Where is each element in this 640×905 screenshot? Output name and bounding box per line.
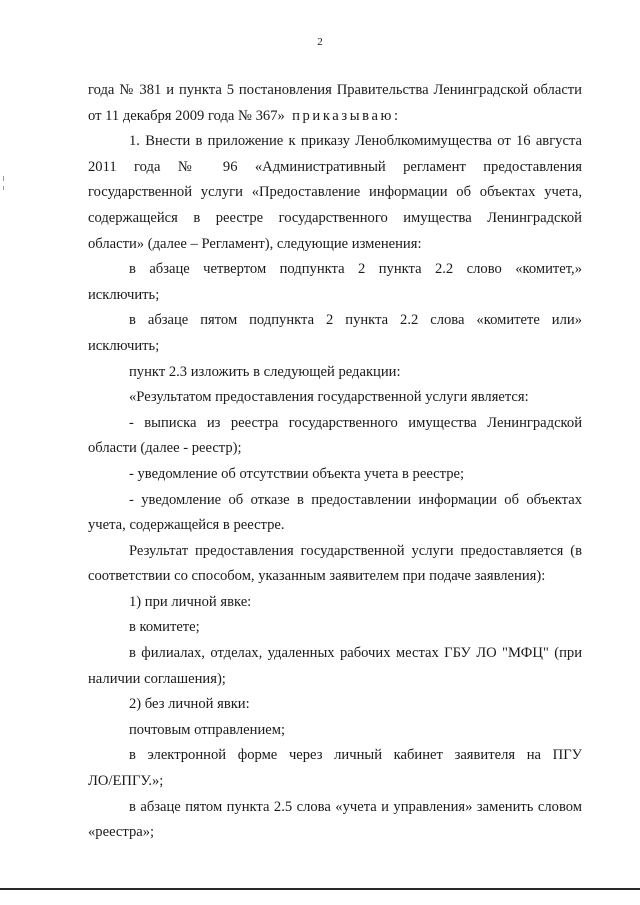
scan-artifact — [3, 176, 4, 181]
text-line: 2) без личной явки: — [129, 696, 250, 713]
text-line: - уведомление об отсутствии объекта учета в реестре; — [129, 465, 465, 482]
document-body — [88, 78, 582, 846]
text-line: в электронной форме через личный кабинет заявителя на ПГУ — [129, 747, 582, 764]
text-line: «Результатом предоставления государственной услуги является: — [129, 389, 529, 406]
text-line: области» (далее – Регламент), следующие изменения: — [88, 235, 422, 252]
text-line: учета, содержащейся в реестре. — [88, 517, 285, 534]
text-line: - уведомление об отказе в предоставлении информации об объектах — [129, 491, 582, 508]
text-line: государственной услуги «Предоставление информации об объектах учета, — [88, 184, 582, 201]
text-line: пункт 2.3 изложить в следующей редакции: — [129, 363, 401, 380]
text-line: содержащейся в реестре государственного имущества Ленинградской — [88, 209, 582, 226]
text-line: в абзаце четвертом подпункта 2 пункта 2.2 слово «комитет,» — [129, 261, 582, 278]
text-fragment: от 11 декабря 2009 года № 367» — [88, 107, 285, 124]
text-line: в абзаце пятом подпункта 2 пункта 2.2 слова «комитете или» — [129, 312, 582, 329]
text-line: года № 381 и пункта 5 постановления Правительства Ленинградской области — [88, 82, 582, 98]
text-line: Результат предоставления государственной услуги предоставляется (в — [129, 542, 582, 559]
text-line: в абзаце пятом пункта 2.5 слова «учета и управления» заменить словом — [129, 798, 582, 815]
text-line: 2011 года № 96 «Административный регламент предоставления — [88, 158, 582, 175]
text-line: исключить; — [88, 337, 160, 354]
text-line: исключить; — [88, 286, 160, 303]
scan-artifact — [3, 186, 4, 190]
page-bottom-edge — [0, 888, 640, 890]
page-number: 2 — [317, 36, 323, 48]
text-line: 1) при личной явке: — [129, 593, 252, 610]
text-line: в филиалах, отделах, удаленных рабочих местах ГБУ ЛО "МФЦ" (при — [129, 645, 582, 662]
text-line — [88, 104, 582, 130]
text-line: наличии соглашения); — [88, 670, 226, 687]
text-line: «реестра»; — [88, 824, 155, 841]
text-line: 1. Внести в приложение к приказу Леноблкомимущества от 16 августа — [129, 133, 582, 150]
text-line: области (далее - реестр); — [88, 440, 242, 457]
text-line: в комитете; — [129, 619, 200, 636]
text-line: почтовым отправлением; — [129, 721, 286, 738]
order-word: приказываю: — [292, 107, 401, 124]
text-line: - выписка из реестра государственного имущества Ленинградской — [129, 414, 582, 431]
text-line: ЛО/ЕПГУ.»; — [88, 773, 164, 790]
text-line: соответствии со способом, указанным заявителем при подаче заявления): — [88, 568, 546, 585]
